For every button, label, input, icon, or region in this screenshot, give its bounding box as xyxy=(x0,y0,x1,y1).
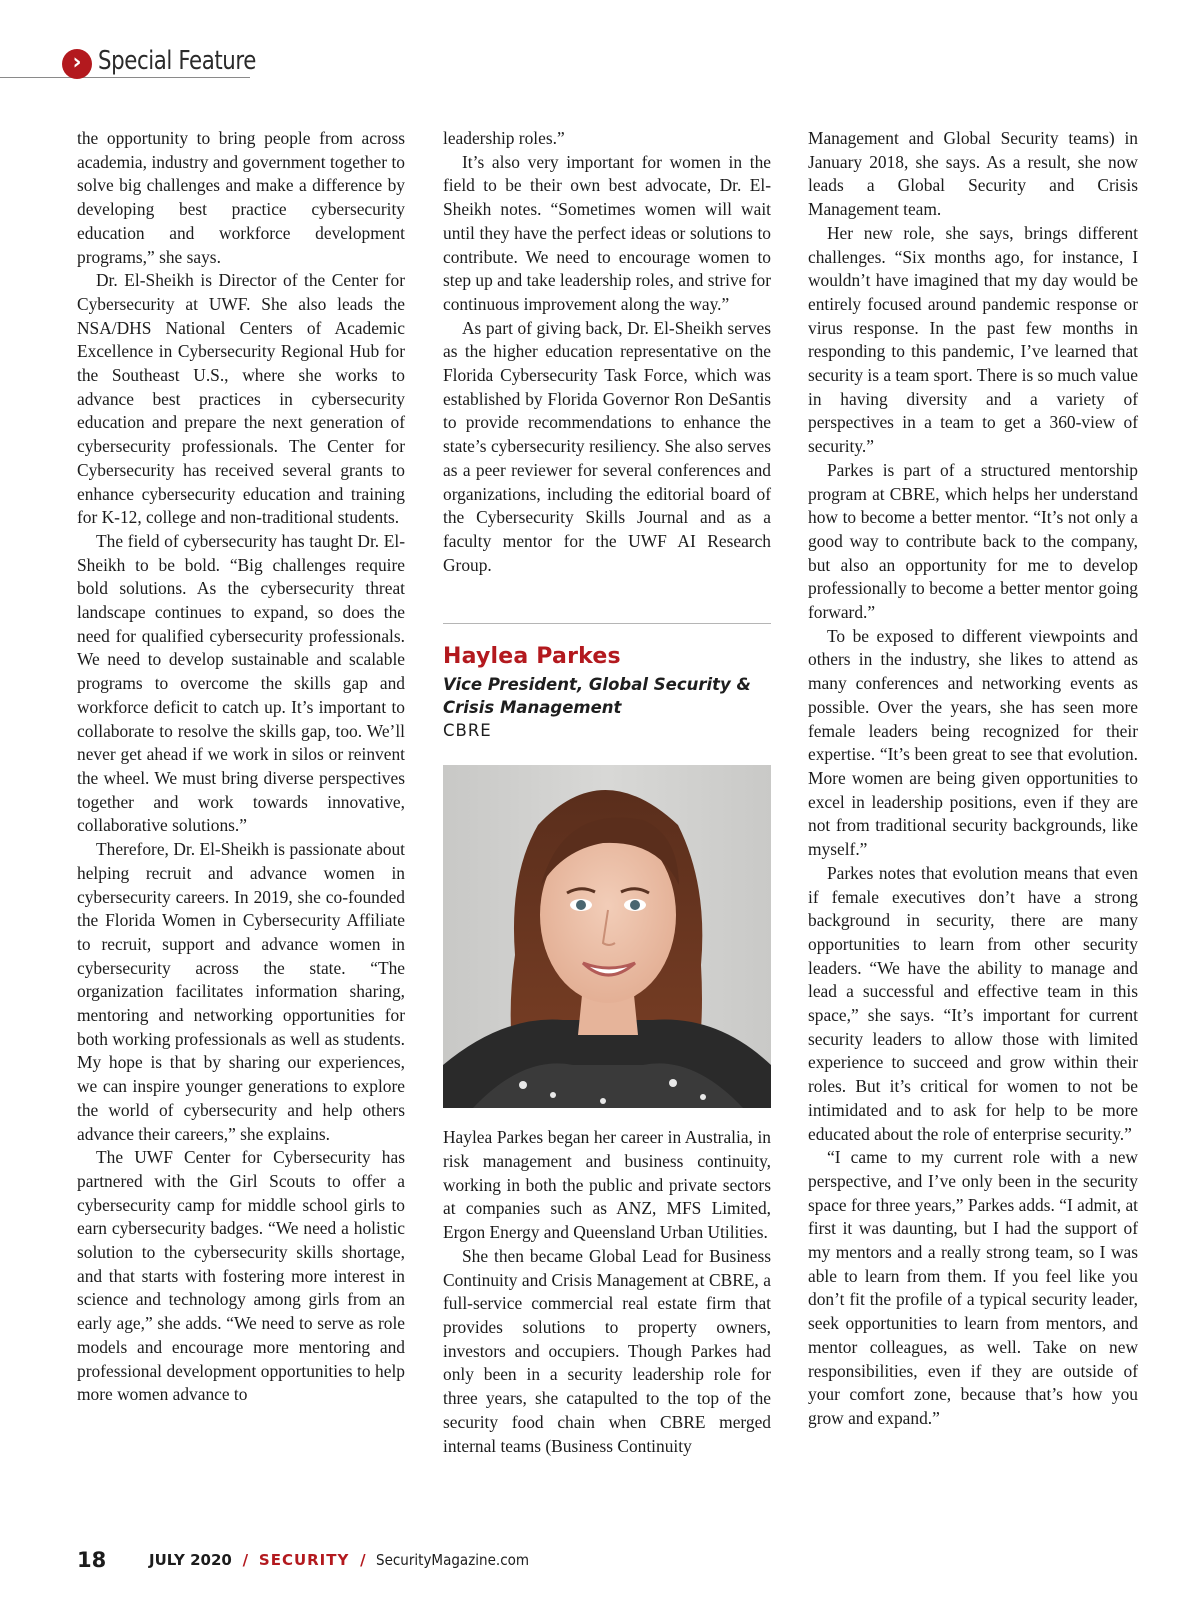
paragraph: leadership roles.” xyxy=(443,128,565,148)
paragraph: Therefore, Dr. El-Sheikh is passionate about helping recruit and advance women in cybersecurity careers. In 2019, she co-founded the Florida Women in Cybersecurity Affiliate to recruit, support and advance women in cybersecurity across the state. “The organization facilitates information sharing, mentoring and networking opportunities for both working professionals as well as students. My hope is that by sharing our experiences, we can inspire younger generations to explore the world of cybersecurity and help others advance their careers,” she explains. xyxy=(77,839,405,1144)
section-title: Special Feature xyxy=(98,46,257,76)
separator: / xyxy=(242,1551,249,1569)
profile-photo xyxy=(443,765,771,1108)
portrait-illustration xyxy=(443,765,771,1108)
paragraph: The field of cybersecurity has taught Dr. El-Sheikh to be bold. “Big challenges require bold solutions. As the cybersecurity threat landscape continues to expand, so does the need for qualified cybersecurity professionals. We need to develop sustainable and scalable programs to overcome the skills gap and workforce deficit to catch up. It’s important to collaborate to resolve the skills gap, too. We’ll never get ahead if we work in silos or reinvent the wheel. We must bring diverse perspectives together and work towards innovative, collaborative solutions.” xyxy=(77,530,405,836)
profile-organization: CBRE xyxy=(443,721,492,741)
profile-block xyxy=(443,644,771,743)
header-rule xyxy=(0,77,250,78)
paragraph: As part of giving back, Dr. El-Sheikh serves as the higher education representative on the Florida Cybersecurity Task Force, which was established by Florida Governor Ron DeSantis to provide recommendations to enhance the state’s cybersecurity resiliency. She also serves as a peer reviewer for several conferences and organizations, including the editorial board of the Cybersecurity Skills Journal and as a faculty mentor for the UWF AI Research Group. xyxy=(443,317,771,575)
paragraph: the opportunity to bring people from across academia, industry and government together to solve big challenges and make a difference by developing best practice cybersecurity education and workforce development programs,” she says. xyxy=(77,128,405,267)
section-divider xyxy=(443,623,771,624)
paragraph: Parkes notes that evolution means that even if female executives don’t have a strong background in security, there are many opportunities to learn from other security leaders. “We have the ability to manage and lead a successful and effective team in this space,” she says. “It’s important for current security leaders to allow those with limited experience to succeed and grow within their roles. But it’s critical for women to not be intimidated and to ask for help to be more educated about the role of enterprise security.” xyxy=(808,862,1138,1144)
paragraph: Management and Global Security teams) in January 2018, she says. As a result, she now leads a Global Security and Crisis Management team. xyxy=(808,128,1138,220)
paragraph: She then became Global Lead for Business Continuity and Crisis Management at CBRE, a full-service commercial real estate firm that provides solutions to property owners, investors and occupiers. Though Parkes had only been in a security leadership role for three years, she catapulted to the top of the security food chain when CBRE merged internal teams (Business Continuity xyxy=(443,1245,771,1456)
issue-date: JULY 2020 xyxy=(149,1551,232,1569)
paragraph: Her new role, she says, brings different challenges. “Six months ago, for instance, I wouldn’t have imagined that my day would be entirely focused around pandemic response or virus response. In the past few months in responding to this pandemic, I’ve learned that security is a team sport. There is so much value in having diversity and a variety of perspectives in a team to get a 360-view of security.” xyxy=(808,222,1139,457)
profile-name: Haylea Parkes xyxy=(443,644,621,670)
paragraph: The UWF Center for Cybersecurity has partnered with the Girl Scouts to offer a cybersecurity camp for middle school girls to earn cybersecurity badges. “We need a holistic solution to the cybersecurity skills shortage, and that starts with fostering more interest in science and technology among girls from an early age,” she adds. “We need to serve as role models and encourage more mentoring and professional development opportunities to help more women advance to xyxy=(77,1147,405,1405)
section-header xyxy=(0,46,257,82)
column-2 xyxy=(443,127,771,1458)
paragraph: Parkes is part of a structured mentorship program at CBRE, which helps her understand how to become a better mentor. “It’s not only a good way to contribute back to the company, but also an opportunity for me to develop professionally to become a better mentor going forward.” xyxy=(808,459,1138,623)
paragraph: It’s also very important for women in the field to be their own best advocate, Dr. El-Sheikh notes. “Sometimes women will wait until they have the perfect ideas or solutions to contribute. We need to encourage women to step up and take leadership roles, and strive for continuous improvement along the way.” xyxy=(443,151,771,314)
paragraph: Haylea Parkes began her career in Australia, in risk management and business continuity, working in both the public and private sectors at companies such as ANZ, MFS Limited, Ergon Energy and Queensland Urban Utilities. xyxy=(443,1127,771,1243)
column-3 xyxy=(808,127,1138,1431)
magazine-name: SECURITY xyxy=(258,1551,350,1569)
column-1 xyxy=(77,127,405,1407)
paragraph: Dr. El-Sheikh is Director of the Center for Cybersecurity at UWF. She also leads the NSA/DHS National Centers of Academic Excellence in Cybersecurity Regional Hub for the Southeast U.S., where she works to advance best practices in cybersecurity education and prepare the next generation of cybersecurity professionals. The Center for Cybersecurity has received several grants to enhance cybersecurity education and training for K-12, college and non-traditional students. xyxy=(77,270,405,528)
website-link[interactable]: SecurityMagazine.com xyxy=(376,1551,530,1569)
paragraph: “I came to my current role with a new perspective, and I’ve only been in the security space for three years,” Parkes adds. “I admit, at first it was daunting, but I had the support of my mentors and a really strong team, so I was able to learn from them. If you feel like you don’t fit the profile of a typical security leader, seek opportunities to learn from mentors, and mentor colleagues, as well. Take on new responsibilities, even if they are outside of your comfort zone, because that’s how you grow and expand.” xyxy=(808,1147,1138,1428)
profile-title: Vice President, Global Security & Crisis Management xyxy=(443,675,751,718)
separator: / xyxy=(360,1551,366,1569)
page-footer xyxy=(77,1548,546,1578)
chevron-right-icon: › xyxy=(62,49,92,79)
page-number: 18 xyxy=(77,1548,107,1572)
paragraph: To be exposed to different viewpoints and others in the industry, she likes to attend as many conferences and networking events as possible. Over the years, she has seen more female leaders being recognized for their expertise. “It’s been great to see that evolution. More women are being given opportunities to excel in leadership positions, even if they are not from traditional security backgrounds, like myself.” xyxy=(808,625,1138,860)
